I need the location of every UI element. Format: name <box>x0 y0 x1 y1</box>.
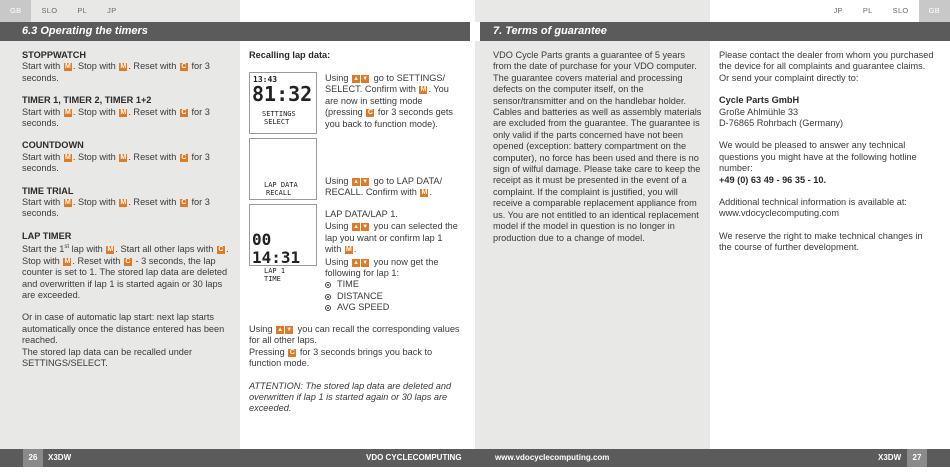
attention-note: ATTENTION: The stored lap data are deleted and overwritten if lap 1 is started again or 30 laps are exceeded. <box>249 380 452 414</box>
c-key-icon: C <box>181 108 187 116</box>
c-key-icon: C <box>289 348 295 356</box>
timer-heading: TIMER 1, TIMER 2, TIMER 1+2 <box>22 95 152 106</box>
laptimer-recall-text: The stored lap data can be recalled under SETTINGS/SELECT. <box>22 346 193 368</box>
c-key-icon: C <box>125 257 131 265</box>
contact-text: Please contact the dealer from whom you purchased the device for all complaints and guarantee claims. Or send your complaint directly to: Cycle Parts GmbH Große Ahlmühle 33 D-76865 Rohrbach (Germany) We would be pleased to answer any technical questions you might have at the following hotline number: +49 (0) 63 49 - 96 35 - 10. Additional technical information is available at: www.vdocyclecomputing.com We reserve the right to make technical changes in the course of further development. <box>719 50 934 253</box>
bullet-icon <box>325 282 331 288</box>
recall-step-2: Using ▲ ▼ go to LAP DATA/ RECALL. Confirm with M . <box>325 176 443 198</box>
stopwatch-text: Start with M . Stop with M . Reset with C for 3 seconds. <box>22 61 210 83</box>
up-down-keys-icon: ▲ ▼ <box>353 224 369 231</box>
countdown-text: Start with M . Stop with M . Reset with C for 3 seconds. <box>22 151 210 174</box>
m-key-icon: M <box>64 257 71 265</box>
website-link[interactable]: www.vdocyclecomputing.com <box>495 453 610 462</box>
page-number-right: 27 <box>907 449 927 467</box>
m-key-icon: M <box>420 86 427 94</box>
lang-tab[interactable]: GB <box>0 0 31 22</box>
company-name: Cycle Parts GmbH <box>719 95 800 106</box>
up-down-keys-icon: ▲ ▼ <box>277 327 293 333</box>
language-nav-left <box>0 0 127 22</box>
m-key-icon: M <box>345 246 352 254</box>
lang-tab[interactable]: SLO <box>892 6 909 15</box>
list-item: TIME <box>325 279 460 290</box>
m-key-icon: M <box>64 153 71 161</box>
c-key-icon: C <box>181 199 187 207</box>
lang-tab[interactable]: SLO <box>41 6 58 15</box>
website-info: Additional technical information is available at: www.vdocyclecomputing.com <box>719 197 907 219</box>
m-key-icon: M <box>120 63 127 71</box>
brand-label: VDO CYCLECOMPUTING <box>366 453 462 462</box>
lcd-display-settings: 13:43 81:32 SETTINGS SELECT <box>249 72 317 134</box>
m-key-icon: M <box>107 246 114 254</box>
m-key-icon: M <box>120 108 127 116</box>
lcd-display-lapdata: LAP DATA RECALL <box>249 138 317 200</box>
stopwatch-heading: STOPPWATCH <box>22 50 86 60</box>
list-item: AVG SPEED <box>325 302 460 313</box>
up-down-keys-icon: ▲ ▼ <box>353 179 369 185</box>
m-key-icon: M <box>120 153 127 161</box>
timers-text <box>22 50 234 369</box>
guarantee-text: VDO Cycle Parts grants a guarantee of 5 years from the date of purchase for your VDO computer. The guarantee covers material and processing defects on the computer itself, on the sensor/transmitter and on the handlebar holder. Cables and batteries as well as assembly materials are excluded from the guarantee. The guarantee is only valid if the parts concerned have not been opened (exception: battery compartment on the computer), no force has been used and there is no sign of wilful damage. Please take care to keep the receipt as it must be presented in the event of a complaint. If the complaint is justified, you will receive a comparable replacement appliance from us. You are not entitled to an identical replacement model if the model in question is no longer in production due to a change of model. <box>493 50 702 243</box>
bullet-icon <box>325 294 331 300</box>
bullet-icon <box>325 305 331 311</box>
page-number-left: 26 <box>23 449 43 467</box>
section-title-left: 6.3 Operating the timers <box>0 22 470 41</box>
c-key-icon: C <box>181 63 187 71</box>
c-key-icon: C <box>218 246 224 254</box>
model-left: X3DW <box>48 453 72 462</box>
list-item: DISTANCE <box>325 291 460 302</box>
language-nav-right <box>824 0 950 22</box>
up-down-keys-icon: ▲ ▼ <box>353 259 369 266</box>
lang-tab[interactable]: GB <box>919 0 950 22</box>
m-key-icon: M <box>64 63 71 71</box>
up-down-keys-icon: ▲ ▼ <box>353 76 369 82</box>
c-key-icon: C <box>181 153 187 161</box>
m-key-icon: M <box>64 199 71 207</box>
lang-tab[interactable]: PL <box>77 6 88 15</box>
recall-step-4: Using ▲ ▼ you can recall the corresponding values for all other laps. Pressing C for 3 seconds brings you back to function mode. ATTENTION: The stored lap data are deleted and overwritten if lap 1 is started again or 30 laps are exceeded. <box>249 323 464 415</box>
lcd-display-lap1: 00 14:31 LAP 1 TIME <box>249 204 317 266</box>
laptimer-heading: LAP TIMER <box>22 230 72 241</box>
laptimer-text: Start the 1st lap with M . Start all other laps with C . Stop with M . Reset with C - 3 seconds, the lap counter is set to 1. The stored lap data are deleted and overwritten if lap 1 is started again or 30 laps are exceeded. <box>22 244 229 300</box>
countdown-heading: COUNTDOWN <box>22 140 84 151</box>
lang-tab[interactable]: PL <box>862 6 873 15</box>
m-key-icon: M <box>421 189 428 197</box>
recall-step-3: LAP DATA/LAP 1. Using ▲ ▼ you can selected the lap you want or confirm lap 1 with M . Using ▲ ▼ you now get the following for lap 1: TIME DISTANCE AVG SPEED <box>325 209 460 314</box>
lang-tab[interactable]: JP <box>833 6 843 15</box>
m-key-icon: M <box>120 199 127 207</box>
m-key-icon: M <box>64 108 71 116</box>
timer-text: Start with M . Stop with M . Reset with C for 3 seconds. <box>22 106 210 129</box>
timetrial-text: Start with M . Stop with M . Reset with C for 3 seconds. <box>22 197 210 219</box>
hotline-number: +49 (0) 63 49 - 96 35 - 10. <box>719 174 827 185</box>
c-key-icon: C <box>367 109 373 117</box>
model-right: X3DW <box>878 453 902 462</box>
timetrial-heading: TIME TRIAL <box>22 185 74 196</box>
laptimer-auto-text: Or in case of automatic lap start: next lap starts automatically once the distance entered has been reached. <box>22 312 225 346</box>
recall-step-1: Using ▲ ▼ go to SETTINGS/ SELECT. Confirm with M . You are now in setting mode (pressing C for 3 seconds gets you back to function mode). <box>325 73 453 129</box>
lang-tab[interactable]: JP <box>107 6 117 15</box>
recall-heading: Recalling lap data: <box>249 50 331 60</box>
section-title-right: 7. Terms of guarantee <box>480 22 950 41</box>
